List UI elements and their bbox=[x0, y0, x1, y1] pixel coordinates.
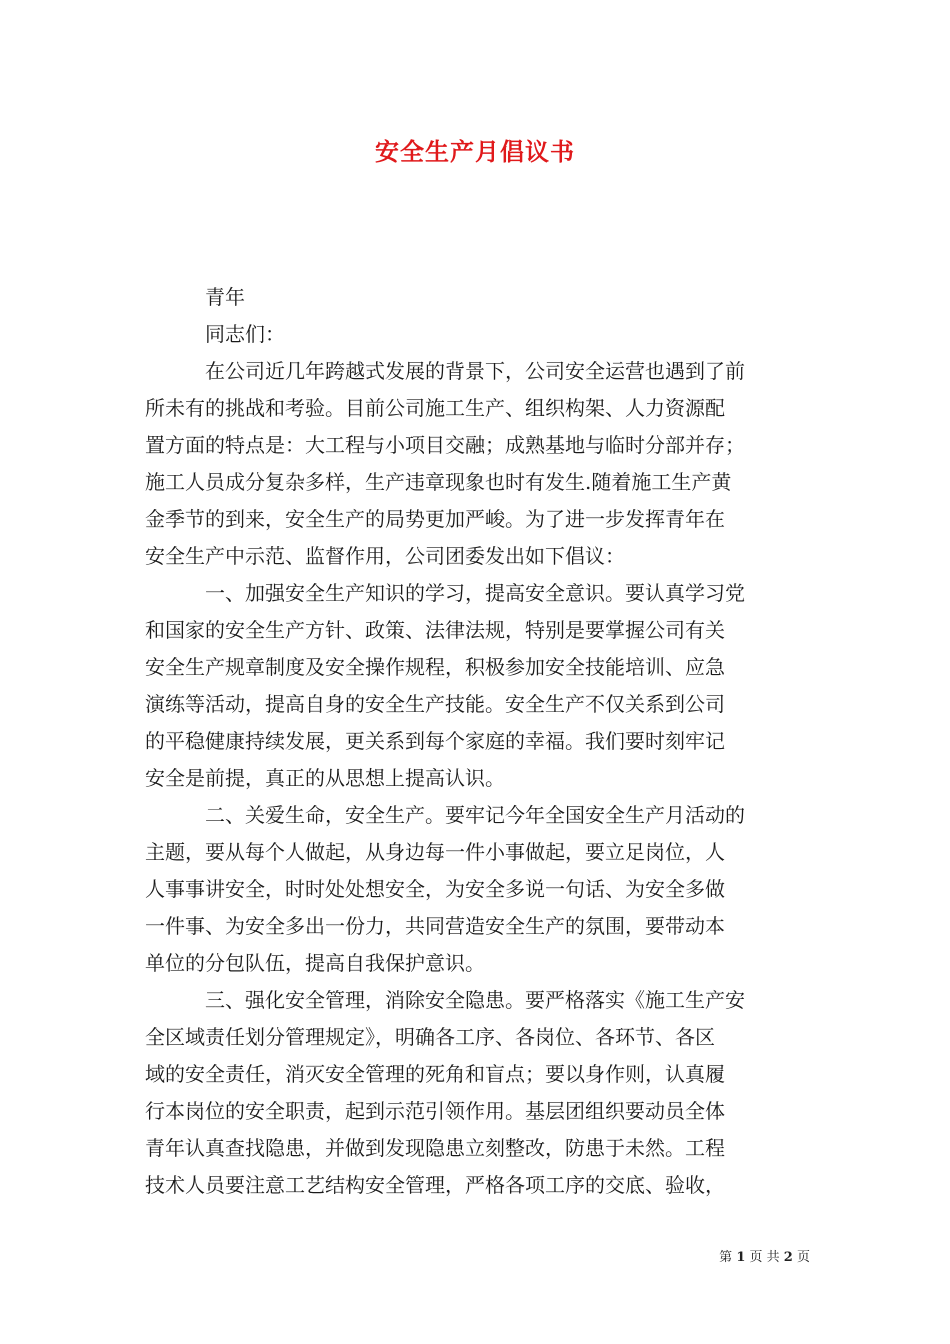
paragraph-line: 一、加强安全生产知识的学习，提高安全意识。要认真学习党 bbox=[205, 581, 745, 605]
paragraph-line: 安全生产规章制度及安全操作规程，积极参加安全技能培训、应急 bbox=[145, 655, 725, 679]
paragraph-line: 全区域责任划分管理规定》，明确各工序、各岗位、各环节、各区 bbox=[145, 1025, 715, 1049]
paragraph-line: 和国家的安全生产方针、政策、法律法规，特别是要掌握公司有关 bbox=[145, 618, 725, 642]
paragraph-line: 域的安全责任，消灭安全管理的死角和盲点；要以身作则，认真履 bbox=[145, 1062, 725, 1086]
paragraph-line: 安全是前提，真正的从思想上提高认识。 bbox=[145, 766, 505, 790]
total-page-number: 2 bbox=[783, 1250, 793, 1265]
paragraph-line: 置方面的特点是：大工程与小项目交融；成熟基地与临时分部并存； bbox=[145, 433, 745, 457]
paragraph-line: 所未有的挑战和考验。目前公司施工生产、组织构架、人力资源配 bbox=[145, 396, 725, 420]
footer-middle: 页 共 bbox=[749, 1250, 780, 1265]
paragraph-line: 主题，要从每个人做起，从身边每一件小事做起，要立足岗位，人 bbox=[145, 840, 725, 864]
paragraph-line: 三、强化安全管理，消除安全隐患。要严格落实《施工生产安 bbox=[205, 988, 745, 1012]
current-page-number: 1 bbox=[736, 1250, 746, 1265]
document-body bbox=[145, 279, 809, 1204]
paragraph-line: 人事事讲安全，时时处处想安全，为安全多说一句话、为安全多做 bbox=[145, 877, 725, 901]
paragraph-line: 二、关爱生命，安全生产。要牢记今年全国安全生产月活动的 bbox=[205, 803, 745, 827]
paragraph-line: 青年认真查找隐患，并做到发现隐患立刻整改，防患于未然。工程 bbox=[145, 1136, 725, 1160]
paragraph-line: 演练等活动，提高自身的安全生产技能。安全生产不仅关系到公司 bbox=[145, 692, 725, 716]
document-title: 安全生产月倡议书 bbox=[375, 137, 575, 166]
salutation-line: 青年 bbox=[205, 285, 245, 309]
paragraph-line: 行本岗位的安全职责，起到示范引领作用。基层团组织要动员全体 bbox=[145, 1099, 725, 1123]
footer-prefix: 第 bbox=[719, 1250, 733, 1265]
paragraph-line: 单位的分包队伍，提高自我保护意识。 bbox=[145, 951, 485, 975]
paragraph-line: 在公司近几年跨越式发展的背景下，公司安全运营也遇到了前 bbox=[205, 359, 745, 383]
salutation-line: 同志们： bbox=[205, 322, 285, 346]
paragraph-line: 安全生产中示范、监督作用，公司团委发出如下倡议： bbox=[145, 544, 625, 568]
paragraph-line: 金季节的到来，安全生产的局势更加严峻。为了进一步发挥青年在 bbox=[145, 507, 725, 531]
page-number-footer bbox=[719, 1246, 810, 1265]
paragraph-line: 一件事、为安全多出一份力，共同营造安全生产的氛围，要带动本 bbox=[145, 914, 725, 938]
paragraph-line: 施工人员成分复杂多样，生产违章现象也时有发生.随着施工生产黄 bbox=[145, 470, 732, 494]
footer-suffix: 页 bbox=[796, 1250, 810, 1265]
paragraph-line: 技术人员要注意工艺结构安全管理，严格各项工序的交底、验收， bbox=[145, 1173, 725, 1197]
paragraph-line: 的平稳健康持续发展，更关系到每个家庭的幸福。我们要时刻牢记 bbox=[145, 729, 725, 753]
